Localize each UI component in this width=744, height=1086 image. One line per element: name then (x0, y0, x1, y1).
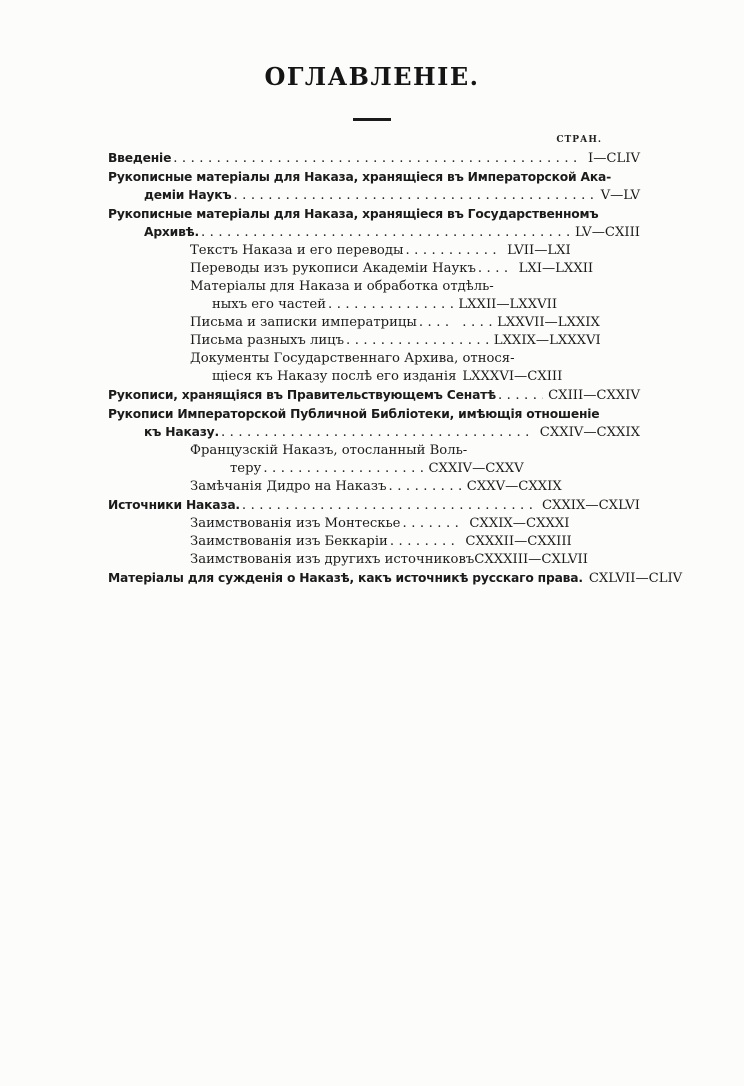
page-range: LXXVII—LXXIX (497, 314, 600, 330)
toc-entry-text: Текстъ Наказа и его переводы (190, 242, 404, 258)
dot-leader (242, 497, 537, 515)
toc-row (108, 496, 640, 515)
toc-row (108, 332, 640, 350)
toc-row (108, 223, 640, 242)
toc-row (108, 478, 640, 496)
page-range: CXXIV—CXXV (428, 460, 524, 476)
toc-row (108, 296, 640, 314)
toc-entry-text: Переводы изъ рукописи Академіи Наукъ (190, 260, 476, 276)
toc-row (108, 314, 640, 332)
toc-entry-text: теру (230, 460, 262, 476)
dot-leader: ........... (405, 242, 502, 258)
page-range: LXXII—LXXVII (458, 296, 558, 312)
toc-entry-text: Письма разныхъ лицъ (190, 332, 345, 348)
dot-leader (233, 187, 595, 205)
toc-row (108, 533, 640, 551)
toc-row (108, 242, 640, 260)
page-range: CXXIX—CXLVI (541, 497, 640, 513)
toc-entry-text: Введеніе (108, 150, 172, 165)
toc-entry-text: щіеся къ Наказу послѣ его изданія (212, 368, 457, 384)
dot-leader: ......... (388, 478, 467, 494)
toc-entry-text: деміи Наукъ (144, 187, 232, 202)
toc-entry-text: къ Наказу. (144, 424, 219, 439)
toc-row (108, 350, 640, 368)
toc-entry-text: Рукописные матеріалы для Наказа, хранящіеся въ Государственномъ (108, 206, 599, 221)
toc-row (108, 515, 640, 533)
toc-row (108, 278, 640, 296)
page-range: CXXXII—CXXIII (465, 533, 572, 549)
toc-entry-text: Французскій Наказъ, отосланный Воль- (190, 442, 468, 458)
toc-row (108, 368, 640, 386)
page-range: LXXIX—LXXXVI (493, 332, 601, 348)
page-range: LXI—LXXII (518, 260, 594, 276)
dot-leader: .... (477, 260, 513, 276)
toc-entry-text: Заимствованія изъ другихъ источниковъ (190, 551, 475, 567)
page-range: CXXV—CXXIX (466, 478, 562, 494)
toc-entry-text: ныхъ его частей (212, 296, 327, 312)
dot-leader: ................. (346, 332, 494, 348)
toc-entry-text: Письма и записки императрицы (190, 314, 417, 330)
table-of-contents (108, 149, 683, 588)
dot-leader: ................... (263, 460, 429, 476)
page-range: I—CLIV (588, 150, 640, 166)
dot-leader: .... .... (418, 314, 498, 330)
page-range: CXXIX—CXXXI (469, 515, 570, 531)
page-range: LV—CXIII (574, 224, 640, 240)
toc-entry-text: Рукописи Императорской Публичной Библіотеки, имѣющія отношеніе (108, 406, 600, 421)
toc-row (108, 386, 640, 405)
toc-row (108, 460, 640, 478)
toc-row (108, 405, 640, 423)
page-range: CXIII—CXXIV (548, 387, 640, 403)
dot-leader: ........ (389, 533, 460, 549)
toc-entry-text: Заимствованія изъ Монтескье (190, 515, 401, 531)
pages-column-header: СТРАН. (556, 134, 602, 145)
toc-row (108, 168, 640, 186)
toc-entry-text: Документы Государственнаго Архива, относя- (190, 350, 515, 366)
toc-entry-text: Матеріалы для Наказа и обработка отдѣль- (190, 278, 494, 294)
toc-row (108, 442, 640, 460)
toc-row (108, 423, 640, 442)
dot-leader: ....... (402, 515, 464, 531)
dot-leader (201, 224, 570, 242)
page-range: CXLVII—CLIV (588, 570, 683, 586)
dot-leader (221, 424, 535, 442)
toc-row (108, 205, 640, 223)
toc-entry-text: Замѣчанія Дидро на Наказъ (190, 478, 387, 494)
toc-row (108, 551, 640, 569)
page-range: V—LV (600, 187, 640, 203)
toc-content (0, 121, 744, 588)
toc-row (108, 186, 640, 205)
page-range: LXXXVI—CXIII (462, 368, 563, 384)
toc-entry-text: Рукописи, хранящіяся въ Правительствующемъ Сенатѣ (108, 387, 496, 402)
toc-row (108, 260, 640, 278)
toc-entry-text: Рукописные матеріалы для Наказа, хранящіеся въ Императорской Ака- (108, 169, 611, 184)
toc-entry-text: Источники Наказа. (108, 497, 240, 512)
toc-entry-text: Заимствованія изъ Беккаріи (190, 533, 388, 549)
toc-entry-text: Архивѣ. (144, 224, 199, 239)
page-range: CXXXIII—CXLVII (474, 551, 588, 567)
toc-entry-text: Матеріалы для сужденія о Наказѣ, какъ источникѣ русскаго права. (108, 570, 583, 585)
toc-row (108, 569, 683, 588)
page-title: ОГЛАВЛЕНІЕ. (264, 62, 480, 91)
toc-row (108, 149, 640, 168)
dot-leader (173, 150, 583, 168)
page-range: CXXIV—CXXIX (539, 424, 640, 440)
page-range: LVII—LXI (507, 242, 571, 258)
dot-leader (498, 387, 543, 405)
dot-leader: ............... (328, 296, 459, 312)
